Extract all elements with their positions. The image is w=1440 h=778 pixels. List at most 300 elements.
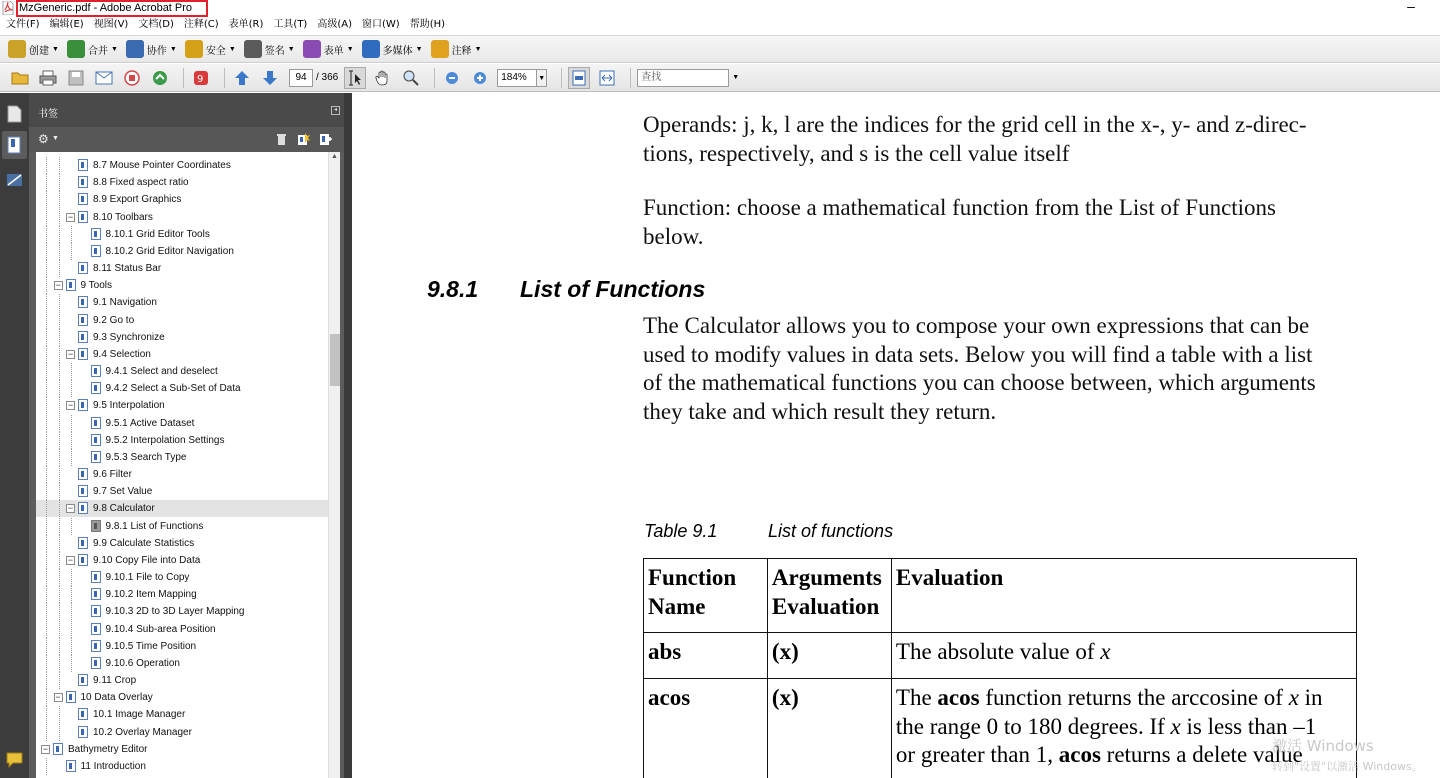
folder-open-icon [11, 70, 29, 86]
tree-guide-line [71, 655, 72, 672]
bookmark-label: 10.2 Overlay Manager [93, 726, 192, 738]
bookmark-label: 9.7 Set Value [93, 486, 153, 498]
text-line: The Calculator allows you to compose your own expressions that can be [643, 313, 1310, 338]
bookmark-label: 9.4.1 Select and deselect [105, 366, 218, 378]
tree-guide-line [59, 209, 60, 226]
tree-guide-line [46, 706, 47, 723]
zoom-dropdown-icon[interactable]: ▼ [537, 69, 547, 87]
tree-guide-line [59, 706, 60, 723]
bookmark-icon [91, 657, 101, 669]
tree-guide-line [59, 260, 60, 277]
tree-guide-line [46, 603, 47, 620]
dropdown-caret-icon: ▼ [110, 45, 118, 53]
select-tool-button[interactable] [344, 67, 366, 89]
tree-guide-line [59, 380, 60, 397]
table-row [644, 679, 1357, 778]
bookmark-item[interactable] [36, 466, 328, 483]
menu-edit[interactable]: 编辑(E) [49, 19, 84, 30]
bookmark-label: 8.11 Status Bar [93, 263, 162, 275]
bookmark-item[interactable] [36, 689, 328, 706]
bookmark-icon [78, 262, 88, 274]
zoom-out-button[interactable] [441, 67, 463, 89]
menu-document[interactable]: 文档(D) [138, 19, 174, 30]
plugin-button[interactable] [190, 67, 212, 89]
tree-guide-line [71, 449, 72, 466]
bookmark-icon [78, 211, 88, 223]
bookmark-item[interactable] [36, 277, 328, 294]
tree-guide-line [71, 226, 72, 243]
panel-splitter[interactable] [344, 93, 352, 778]
table-caption-title: List of functions [768, 521, 894, 541]
scrollbar-thumb[interactable] [330, 334, 340, 386]
new-bookmark-icon[interactable] [297, 133, 310, 146]
eval-variable: x [1170, 713, 1181, 739]
bookmark-icon [78, 159, 88, 171]
bookmark-label: 10 Data Overlay [80, 692, 153, 704]
panel-title: 书签 [38, 109, 58, 120]
dropdown-caret-icon: ▼ [346, 45, 354, 53]
tree-guide-line [71, 432, 72, 449]
bookmark-icon [78, 348, 88, 360]
bookmark-item[interactable] [36, 346, 328, 363]
tree-guide-line [59, 226, 60, 243]
bookmark-label: 9.10.6 Operation [105, 657, 180, 669]
text-line: they take and which result they return. [643, 398, 997, 424]
tree-guide-line [59, 621, 60, 638]
bookmark-icon [78, 193, 88, 205]
eval-keyword: acos [1058, 742, 1101, 767]
save-button[interactable] [65, 67, 87, 89]
watermark-line: 转到"设置"以激活 Windows。 [1272, 760, 1423, 773]
tree-guide-line [46, 535, 47, 552]
tree-guide-line [59, 603, 60, 620]
bookmark-icon [78, 502, 88, 514]
magnifier-icon [403, 70, 419, 86]
task-button[interactable] [431, 38, 482, 60]
tree-guide-line [46, 552, 47, 569]
bookmark-label: 9.5 Interpolation [93, 400, 165, 412]
task-label: 协作 [146, 45, 167, 57]
title-bar [0, 0, 1440, 17]
collapse-panel-icon[interactable]: ◂ [331, 106, 340, 115]
tree-guide-line [46, 191, 47, 208]
bookmark-label: 8.8 Fixed aspect ratio [93, 177, 189, 189]
bookmark-item[interactable] [36, 621, 328, 638]
bookmark-icon [78, 537, 88, 549]
tree-guide-line [59, 483, 60, 500]
header-arguments [767, 559, 891, 633]
tree-guide-line [71, 363, 72, 380]
task-label: 合并 [87, 45, 108, 57]
tree-guide-line [46, 672, 47, 689]
bookmark-item[interactable] [36, 312, 328, 329]
bookmark-item[interactable] [36, 724, 328, 741]
bookmark-label: 8.9 Export Graphics [93, 194, 182, 206]
menu-forms[interactable]: 表单(R) [228, 19, 264, 30]
tree-guide-line [71, 603, 72, 620]
zoom-level-input[interactable]: 184% [497, 69, 537, 87]
comment-icon [431, 40, 449, 58]
bookmark-item[interactable] [36, 329, 328, 346]
bookmark-scrollbar[interactable] [328, 152, 340, 778]
bookmark-label: 9.3 Synchronize [93, 331, 165, 343]
bookmark-item[interactable] [36, 191, 328, 208]
bookmark-icon [91, 623, 101, 635]
collapse-toggle-icon[interactable]: − [67, 348, 74, 359]
toolbar-separator [183, 68, 184, 88]
pen-icon [244, 40, 262, 58]
previous-page-button[interactable] [231, 67, 253, 89]
stop-button[interactable] [121, 67, 143, 89]
bookmark-item[interactable] [36, 672, 328, 689]
toolbar-separator [561, 68, 562, 88]
bookmark-label: 9.10 Copy File into Data [93, 554, 201, 566]
tree-guide-line [46, 500, 47, 517]
bookmark-item[interactable] [36, 518, 328, 535]
bookmark-item[interactable] [36, 363, 328, 380]
page-total: / 366 [316, 72, 339, 83]
tree-guide-line [59, 586, 60, 603]
bookmarks-header [29, 93, 344, 127]
tree-guide-line [46, 209, 47, 226]
collaborate-icon [126, 40, 144, 58]
arguments-cell: (x) [767, 633, 891, 679]
tree-guide-line [59, 672, 60, 689]
bookmark-icon [78, 468, 88, 480]
tree-guide-line [46, 432, 47, 449]
bookmark-item[interactable] [36, 432, 328, 449]
tree-guide-line [59, 294, 60, 311]
tree-guide-line [46, 157, 47, 174]
tree-guide-line [59, 243, 60, 260]
bookmark-item[interactable] [36, 243, 328, 260]
tree-guide-line [46, 638, 47, 655]
bookmark-label: 9.5.3 Search Type [105, 451, 187, 463]
menu-advanced[interactable]: 高级(A) [317, 19, 352, 30]
tree-guide-line [46, 397, 47, 414]
trash-icon[interactable] [275, 133, 288, 146]
bookmark-item[interactable] [36, 157, 328, 174]
envelope-icon [95, 71, 113, 85]
zoom-out-icon [445, 71, 459, 85]
bookmark-item[interactable] [36, 758, 328, 775]
page-number-input[interactable]: 94 [289, 69, 313, 87]
bookmark-label: 8.10 Toolbars [93, 211, 153, 223]
header-line: Name [648, 593, 706, 619]
bookmark-item[interactable] [36, 535, 328, 552]
menu-file[interactable]: 文件(F) [6, 19, 40, 30]
tree-guide-line [59, 312, 60, 329]
task-button[interactable] [362, 38, 423, 60]
share-arrows-icon [151, 70, 169, 86]
text-cursor-icon [348, 70, 362, 86]
section-number: 9.8.1 [427, 276, 479, 302]
bookmark-icon [78, 296, 88, 308]
bookmark-icon [91, 382, 101, 394]
section-title: List of Functions [520, 276, 706, 302]
tree-guide-line [46, 380, 47, 397]
bookmark-item[interactable] [36, 741, 328, 758]
tree-guide-line [59, 552, 60, 569]
bookmark-item[interactable] [36, 552, 328, 569]
bookmark-icon [78, 485, 88, 497]
tree-guide-line [59, 638, 60, 655]
tree-guide-line [46, 277, 47, 294]
find-input[interactable]: 查找 [637, 69, 729, 87]
bookmarks-toolbar [29, 127, 344, 152]
bookmark-label: 9.10.4 Sub-area Position [105, 623, 216, 635]
tree-guide-line [71, 621, 72, 638]
bookmark-label: 8.10.2 Grid Editor Navigation [105, 245, 234, 257]
bookmarks-rail-tab[interactable] [2, 131, 27, 159]
menu-help[interactable]: 帮助(H) [409, 19, 446, 30]
bookmark-icon [91, 451, 101, 463]
bookmark-label: 9.11 Crop [93, 675, 137, 687]
tree-guide-line [71, 638, 72, 655]
options-dropdown-icon[interactable]: ▼ [52, 135, 59, 142]
tasks-toolbar [0, 35, 1440, 63]
dropdown-caret-icon: ▼ [169, 45, 177, 53]
bookmark-item[interactable] [36, 500, 328, 517]
table-caption-number: Table 9.1 [644, 521, 718, 541]
open-button[interactable] [9, 67, 31, 89]
eval-text: The absolute value of [895, 639, 1101, 664]
collapse-toggle-icon[interactable]: − [67, 211, 74, 222]
tree-guide-line [59, 432, 60, 449]
collapse-toggle-icon[interactable]: − [55, 280, 61, 291]
tree-guide-line [46, 655, 47, 672]
share-button[interactable] [149, 67, 171, 89]
function-paragraph [643, 194, 1276, 251]
task-label: 创建 [29, 45, 49, 57]
bookmark-item[interactable] [36, 174, 328, 191]
bookmark-label: 9.8 Calculator [93, 503, 155, 515]
tree-guide-line [46, 346, 47, 363]
bookmark-icon [91, 640, 101, 652]
bookmark-panel-icon [6, 136, 23, 154]
find-dropdown-icon[interactable]: ▼ [732, 74, 740, 81]
bookmark-icon [66, 279, 76, 291]
menu-tools[interactable]: 工具(T) [273, 19, 308, 30]
signatures-icon[interactable] [6, 171, 23, 189]
pdf-file-icon [2, 1, 14, 15]
bookmark-item[interactable] [36, 260, 328, 277]
print-button[interactable] [37, 67, 59, 89]
eval-text: in [1298, 685, 1323, 710]
bookmark-label: 9 Tools [80, 280, 113, 292]
next-page-button[interactable] [259, 67, 281, 89]
toolbar-separator [630, 68, 631, 88]
collapse-toggle-icon[interactable]: − [42, 743, 49, 754]
hand-tool-button[interactable] [372, 67, 394, 89]
bookmark-item[interactable] [36, 397, 328, 414]
tree-guide-line [46, 226, 47, 243]
bookmark-label: 9.4 Selection [93, 348, 151, 360]
tree-guide-line [59, 363, 60, 380]
bookmark-icon [78, 331, 88, 343]
tree-guide-line [46, 466, 47, 483]
tree-guide-line [46, 586, 47, 603]
bookmark-icon [91, 434, 101, 446]
zoom-in-button[interactable] [469, 67, 491, 89]
bookmark-label: 9.6 Filter [93, 469, 132, 481]
zoom-in-icon [473, 71, 487, 85]
bookmark-item[interactable] [36, 655, 328, 672]
email-button[interactable] [93, 67, 115, 89]
tree-guide-line [71, 243, 72, 260]
bookmark-label: 9.10.2 Item Mapping [105, 589, 197, 601]
form-icon [303, 40, 321, 58]
tree-guide-line [59, 157, 60, 174]
windows-activation-watermark [1272, 735, 1423, 774]
comments-icon[interactable] [6, 751, 23, 769]
task-button[interactable] [126, 38, 177, 60]
text-line: tions, respectively, and s is the cell value itself [643, 140, 1070, 166]
bookmark-label: 11 Introduction [80, 760, 146, 772]
bookmark-item[interactable] [36, 569, 328, 586]
watermark-line: 激活 Windows [1272, 737, 1374, 755]
arrow-down-icon [262, 70, 278, 86]
tree-guide-line [46, 518, 47, 535]
bookmark-icon [78, 314, 88, 326]
fit-width-button[interactable] [596, 67, 618, 89]
eval-text: The [895, 685, 938, 710]
bookmark-item[interactable] [36, 209, 328, 226]
bookmark-options-icon[interactable] [319, 133, 332, 146]
printer-icon [39, 70, 57, 86]
bookmark-item[interactable] [36, 415, 328, 432]
eval-text: or greater than 1, [895, 742, 1059, 767]
bookmark-icon [66, 691, 76, 703]
eval-variable: x [1100, 639, 1111, 664]
bookmarks-panel [29, 93, 344, 778]
eval-text: is less than –1 [1180, 713, 1317, 739]
menu-window[interactable]: 窗口(W) [362, 19, 400, 30]
task-button[interactable] [185, 38, 236, 60]
bookmark-label: 9.10.5 Time Position [105, 640, 197, 652]
lock-icon [185, 40, 203, 58]
task-button[interactable] [303, 38, 354, 60]
collapse-toggle-icon[interactable]: − [67, 503, 74, 514]
bookmark-item[interactable] [36, 294, 328, 311]
table-header-row [644, 559, 1357, 633]
bookmark-icon [91, 245, 101, 257]
text-line: of the mathematical functions you can choose between, which arguments [643, 370, 1316, 395]
header-line: Evaluation [895, 565, 1004, 590]
bookmark-item[interactable] [36, 586, 328, 603]
zoom-tool-button[interactable] [400, 67, 422, 89]
bookmark-icon [91, 417, 101, 429]
tree-guide-line [59, 346, 60, 363]
window-title: MzGeneric.pdf - Adobe Acrobat Pro [16, 0, 208, 17]
bookmark-label: 9.1 Navigation [93, 297, 157, 309]
tree-guide-line [59, 535, 60, 552]
task-label: 注释 [451, 45, 472, 57]
functions-table [643, 558, 1357, 778]
pages-icon[interactable] [6, 105, 23, 123]
toolbar-separator [224, 68, 225, 88]
function-name-cell: abs [644, 633, 768, 679]
tree-guide-line [46, 243, 47, 260]
bookmark-icon [78, 554, 88, 566]
bookmark-label: 9.10.1 File to Copy [105, 572, 190, 584]
text-line: used to modify values in data sets. Below you will find a table with a list [643, 341, 1313, 367]
bookmark-icon [78, 708, 88, 720]
eval-variable: x [1288, 685, 1299, 710]
eval-text: function returns the arccosine of [979, 685, 1289, 710]
task-label: 多媒体 [382, 45, 413, 57]
tree-guide-line [46, 174, 47, 191]
menu-view[interactable]: 视图(V) [93, 19, 129, 30]
tree-guide-line [46, 569, 47, 586]
tree-guide-line [59, 415, 60, 432]
bookmark-label: 8.7 Mouse Pointer Coordinates [93, 160, 231, 171]
gear-icon[interactable]: ⚙ [38, 132, 49, 146]
bookmark-item[interactable] [36, 638, 328, 655]
bookmark-label: 9.5.2 Interpolation Settings [105, 434, 225, 446]
bookmark-item[interactable] [36, 483, 328, 500]
dropdown-caret-icon: ▼ [287, 45, 295, 53]
tree-guide-line [59, 191, 60, 208]
bookmark-item[interactable] [36, 449, 328, 466]
svg-text:9: 9 [197, 73, 204, 85]
tree-guide-line [46, 483, 47, 500]
task-button[interactable] [244, 38, 295, 60]
create-icon [8, 40, 26, 58]
tree-guide-line [46, 329, 47, 346]
bookmark-item[interactable] [36, 706, 328, 723]
bookmark-icon [53, 743, 63, 755]
header-line: Function [648, 565, 737, 590]
task-label: 表单 [323, 45, 344, 57]
tree-guide-line [46, 758, 47, 775]
header-evaluation [891, 559, 1356, 633]
task-button[interactable] [8, 38, 59, 60]
tree-guide-line [46, 294, 47, 311]
menu-comments[interactable]: 注释(C) [183, 19, 219, 30]
dropdown-caret-icon: ▼ [415, 45, 423, 53]
scroll-up-icon[interactable]: ▲ [331, 153, 338, 160]
evaluation-cell [891, 633, 1356, 679]
collapse-toggle-icon[interactable]: − [67, 400, 74, 411]
calculator-paragraph [643, 312, 1316, 426]
text-line: Function: choose a mathematical function from the List of Functions [643, 195, 1277, 220]
tree-guide-line [59, 724, 60, 741]
bookmark-item[interactable] [36, 380, 328, 397]
bookmark-icon [78, 176, 88, 188]
tree-guide-line [46, 260, 47, 277]
tree-guide-line [46, 312, 47, 329]
tree-guide-line [59, 449, 60, 466]
collapse-toggle-icon[interactable]: − [67, 554, 74, 565]
bookmark-icon [91, 228, 101, 240]
minimize-button[interactable]: – [1407, 0, 1415, 14]
task-button[interactable] [67, 38, 118, 60]
fit-page-button[interactable] [568, 67, 590, 89]
tree-guide-line [59, 518, 60, 535]
operands-paragraph [643, 111, 1307, 168]
header-function-name [644, 559, 768, 633]
eval-keyword: acos [937, 685, 980, 710]
bookmark-label: 9.10.3 2D to 3D Layer Mapping [105, 606, 245, 618]
dropdown-caret-icon: ▼ [474, 45, 482, 53]
bookmark-item[interactable] [36, 226, 328, 243]
bookmark-item[interactable] [36, 603, 328, 620]
bookmark-icon [91, 520, 101, 532]
collapse-toggle-icon[interactable]: − [55, 692, 61, 703]
tree-guide-line [46, 689, 47, 706]
table-row [644, 633, 1357, 679]
